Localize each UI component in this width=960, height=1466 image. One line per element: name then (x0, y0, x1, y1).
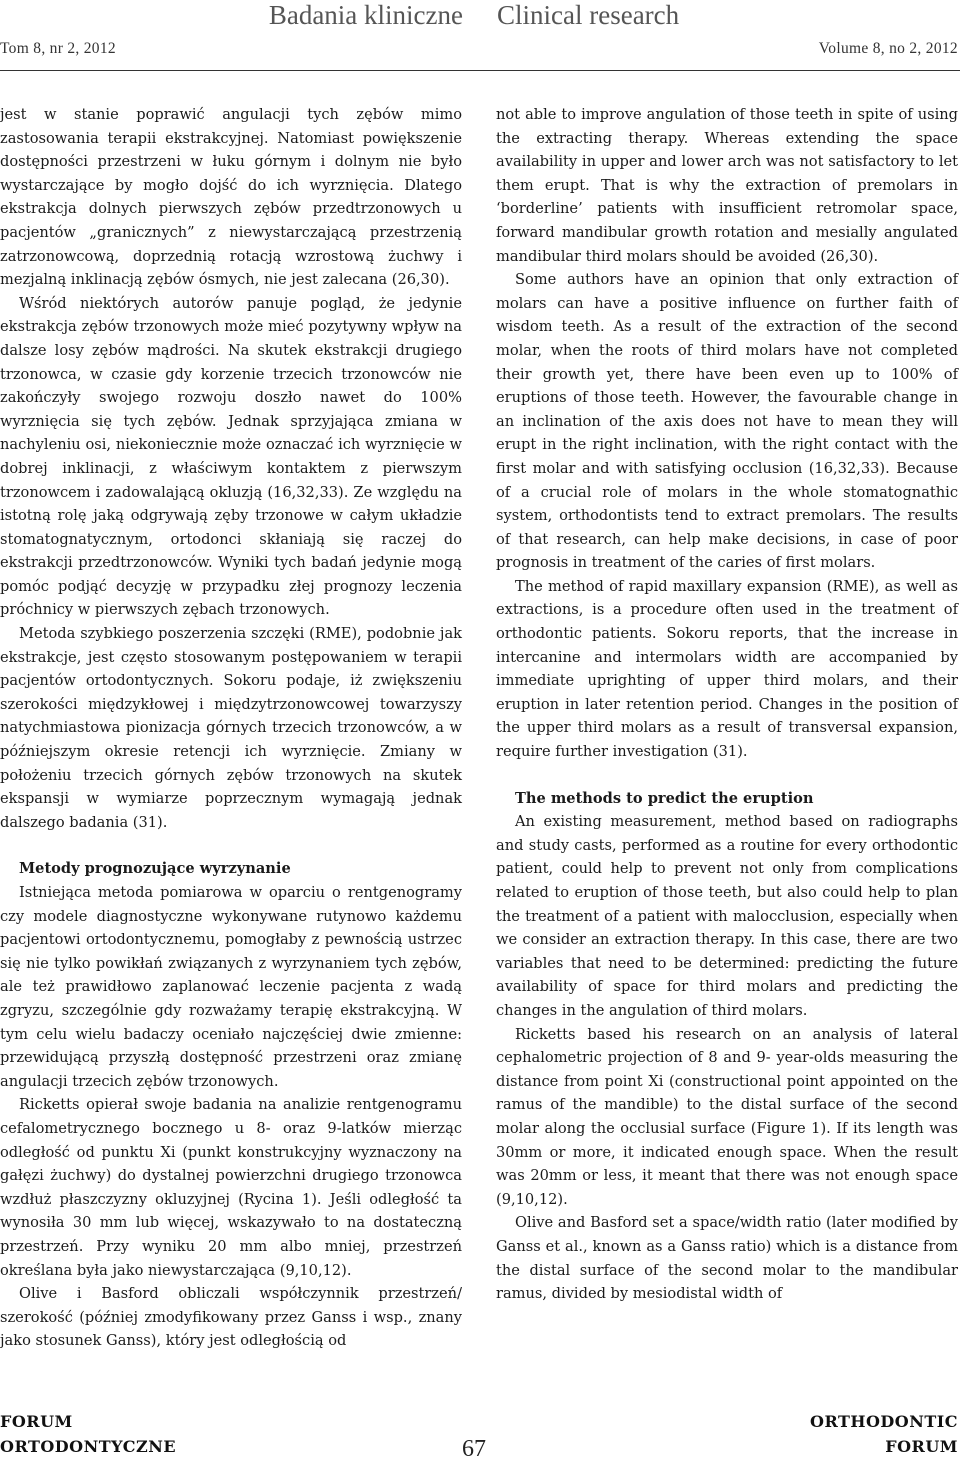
page-number: 67 (462, 1436, 486, 1462)
header-rule (0, 70, 960, 71)
left-paragraph-5: Ricketts opierał swoje badania na analizie rentgenogramu cefalometrycznego bocznego u 8- oraz 9-latków mierząc odległość od punktu Xi (punkt konstrukcyjny wyznaczony na gałęzi żuchwy) do dystalnej powierzchni drugiego trzonowca wzdłuż płaszczyzny okluzyjnej (Rycina 1). Jeśli odległość ta wynosiła 30 mm lub więcej, wskazywało to na dostateczną przestrzeń. Przy wyniku 20 mm albo mniej, przestrzeń określana była jako niewystarczająca (9,10,12). (0, 1096, 462, 1279)
right-paragraph-2: Some authors have an opinion that only extraction of molars can have a positive influence on further faith of wisdom teeth. As a result of the extraction of the second molar, when the roots of third molars have not completed their growth yet, there have been even up to 100% of eruptions of those teeth. However, the favourable change in an inclination of the axis does not have to mean they will erupt in the right inclination, with the right contact with the first molar and with satisfying occlusion (16,32,33). Because of a crucial role of molars in the whole stomatognathic system, orthodontists tend to extract premolars. The results of that research, can help make decisions, in case of poor prognosis in treatment of the caries of first molars. (496, 271, 958, 572)
left-paragraph-3: Metoda szybkiego poszerzenia szczęki (RME), podobnie jak ekstrakcje, jest często stosowanym postępowaniem w terapii pacjentów ortodontycznych. Sokoru podaje, iż zwiększeniu szerokości międzykłowej i międzytrzonowcowej towarzyszy natychmiastowa pionizacja górnych trzecich trzonowców, a w późniejszym okresie retencji ich wyrznięcie. Zmiany w położeniu trzecich górnych zębów trzonowych na skutek ekspansji w wymiarze poprzecznym wymagają jednak dalszego badania (31). (0, 625, 462, 831)
header-title-polish: Badania kliniczne (268, 0, 463, 30)
header-volume-english: Volume 8, no 2, 2012 (818, 40, 958, 57)
right-paragraph-3: The method of rapid maxillary expansion (RME), as well as extractions, is a procedure often used in the treatment of orthodontic patients. Sokoru reports, that the increase in intercanine and intermolars width are accompanied by immediate uprighting of upper third molars, and their eruption in later retention period. Changes in the position of the upper third molars as a result of transversal expansion, require further investigation (31). (496, 577, 958, 761)
left-paragraph-4: Istniejąca metoda pomiarowa w oparciu o rentgenogramy czy modele diagnostyczne wykonywane rutynowo każdemu pacjentowi ortodontycznemu, pomogłaby z pewnością ustrzec się nie tylko powikłań związanych z wyrzynaniem tych zębów, ale też prawidłowo zaplanować leczenie pacjenta z wadą zgryzu, szczególnie gdy rozważamy terapię ekstrakcyjną. W tym celu wielu badaczy oceniało najczęściej dwie zmienne: przewidującą przyszłą dostępność przestrzeni oraz zmianę angulacji trzecich zębów trzonowych. (0, 884, 462, 1090)
right-paragraph-6: Olive and Basford set a space/width ratio (later modified by Ganss et al., known as a Ganss ratio) which is a distance from the distal surface of the second molar to the mandibular ramus, divided by mesiodistal width of (496, 1214, 958, 1303)
header-title-english: Clinical research (497, 0, 680, 30)
right-column-english (496, 103, 958, 1306)
footer-journal-polish-line2: ORTODONTYCZNE (0, 1437, 177, 1456)
section-gap (496, 764, 958, 787)
header-volume-polish: Tom 8, nr 2, 2012 (0, 40, 116, 57)
right-paragraph-5: Ricketts based his research on an analysis of lateral cephalometric projection of 8 and 9- year-olds measuring the distance from point Xi (constructional point appointed on the ramus of the mandible) to the distal surface of the second molar along the occlusial surface (Figure 1). If its length was 30mm or more, it indicated enough space. When the result was 20mm or less, it meant that there was not enough space (9,10,12). (496, 1025, 958, 1208)
footer-journal-english-line2: FORUM (885, 1437, 958, 1456)
right-section-heading: The methods to predict the eruption (515, 789, 814, 807)
right-paragraph-1: not able to improve angulation of those teeth in spite of using the extracting therapy. Whereas extending the space availability in upper and lower arch was not satisfactory to let them erupt. That is why the extraction of premolars in ‘borderline’ patients with insufficient retromolar space, forward mandibular growth rotation and mesially angulated mandibular third molars should be avoided (26,30). (496, 106, 958, 265)
section-gap (0, 834, 462, 857)
footer-journal-polish-line1: FORUM (0, 1412, 73, 1431)
left-paragraph-6: Olive i Basford obliczali współczynnik przestrzeń/ szerokość (później zmodyfikowany przez Ganss i wsp., znany jako stosunek Ganss), który jest odległością od (0, 1285, 462, 1350)
footer-journal-english-line1: ORTHODONTIC (810, 1412, 958, 1431)
left-section-heading: Metody prognozujące wyrzynanie (19, 860, 291, 878)
right-paragraph-4: An existing measurement, method based on radiographs and study casts, performed as a routine for every orthodontic patient, could help to prevent not only from complications related to eruption of those teeth, but also could help to plan the treatment of a patient with malocclusion, especially when we consider an extraction therapy. In this case, there are two variables that need to be determined: predicting the future availability of space for third molars and predicting the changes in the angulation of third molars. (496, 813, 958, 1019)
left-paragraph-1: jest w stanie poprawić angulacji tych zębów mimo zastosowania terapii ekstrakcyjnej. Natomiast powiększenie dostępności przestrzeni w łuku górnym i dolnym nie było wystarczające by mogło dojść do ich wyrznięcia. Dlatego ekstrakcja dolnych pierwszych zębów przedtrzonowych u pacjentów „granicznych” z niewystarczającą przestrzenią zatrzonowcową, doprzednią rotacją wzrostową żuchwy i mezjalną inklinacją zębów ósmych, nie jest zalecana (26,30). (0, 106, 462, 289)
left-paragraph-2: Wśród niektórych autorów panuje pogląd, że jedynie ekstrakcja zębów trzonowych może mieć pozytywny wpływ na dalsze losy zębów mądrości. Na skutek ekstrakcji drugiego trzonowca, w czasie gdy korzenie trzecich trzonowców nie zakończyły swojego rozwoju doszło nawet do 100% wyrznięcia się tych zębów. Jednak sprzyjająca zmiana w nachyleniu osi, niekoniecznie może oznaczać ich wyrznięcie w dobrej inklinacji, z właściwym kontaktem z pierwszym trzonowcem i zadowalającą okluzją (16,32,33). Ze względu na istotną rolę jaką odgrywają zęby trzonowe w całym układzie stomatognatycznym, ortodonci skłaniają się raczej do ekstrakcji przedtrzonowców. Wyniki tych badań jedynie mogą pomóc podjąć decyzję w przypadku złej prognozy leczenia próchnicy w pierwszych zębach trzonowych. (0, 294, 462, 619)
left-column-polish (0, 103, 462, 1353)
